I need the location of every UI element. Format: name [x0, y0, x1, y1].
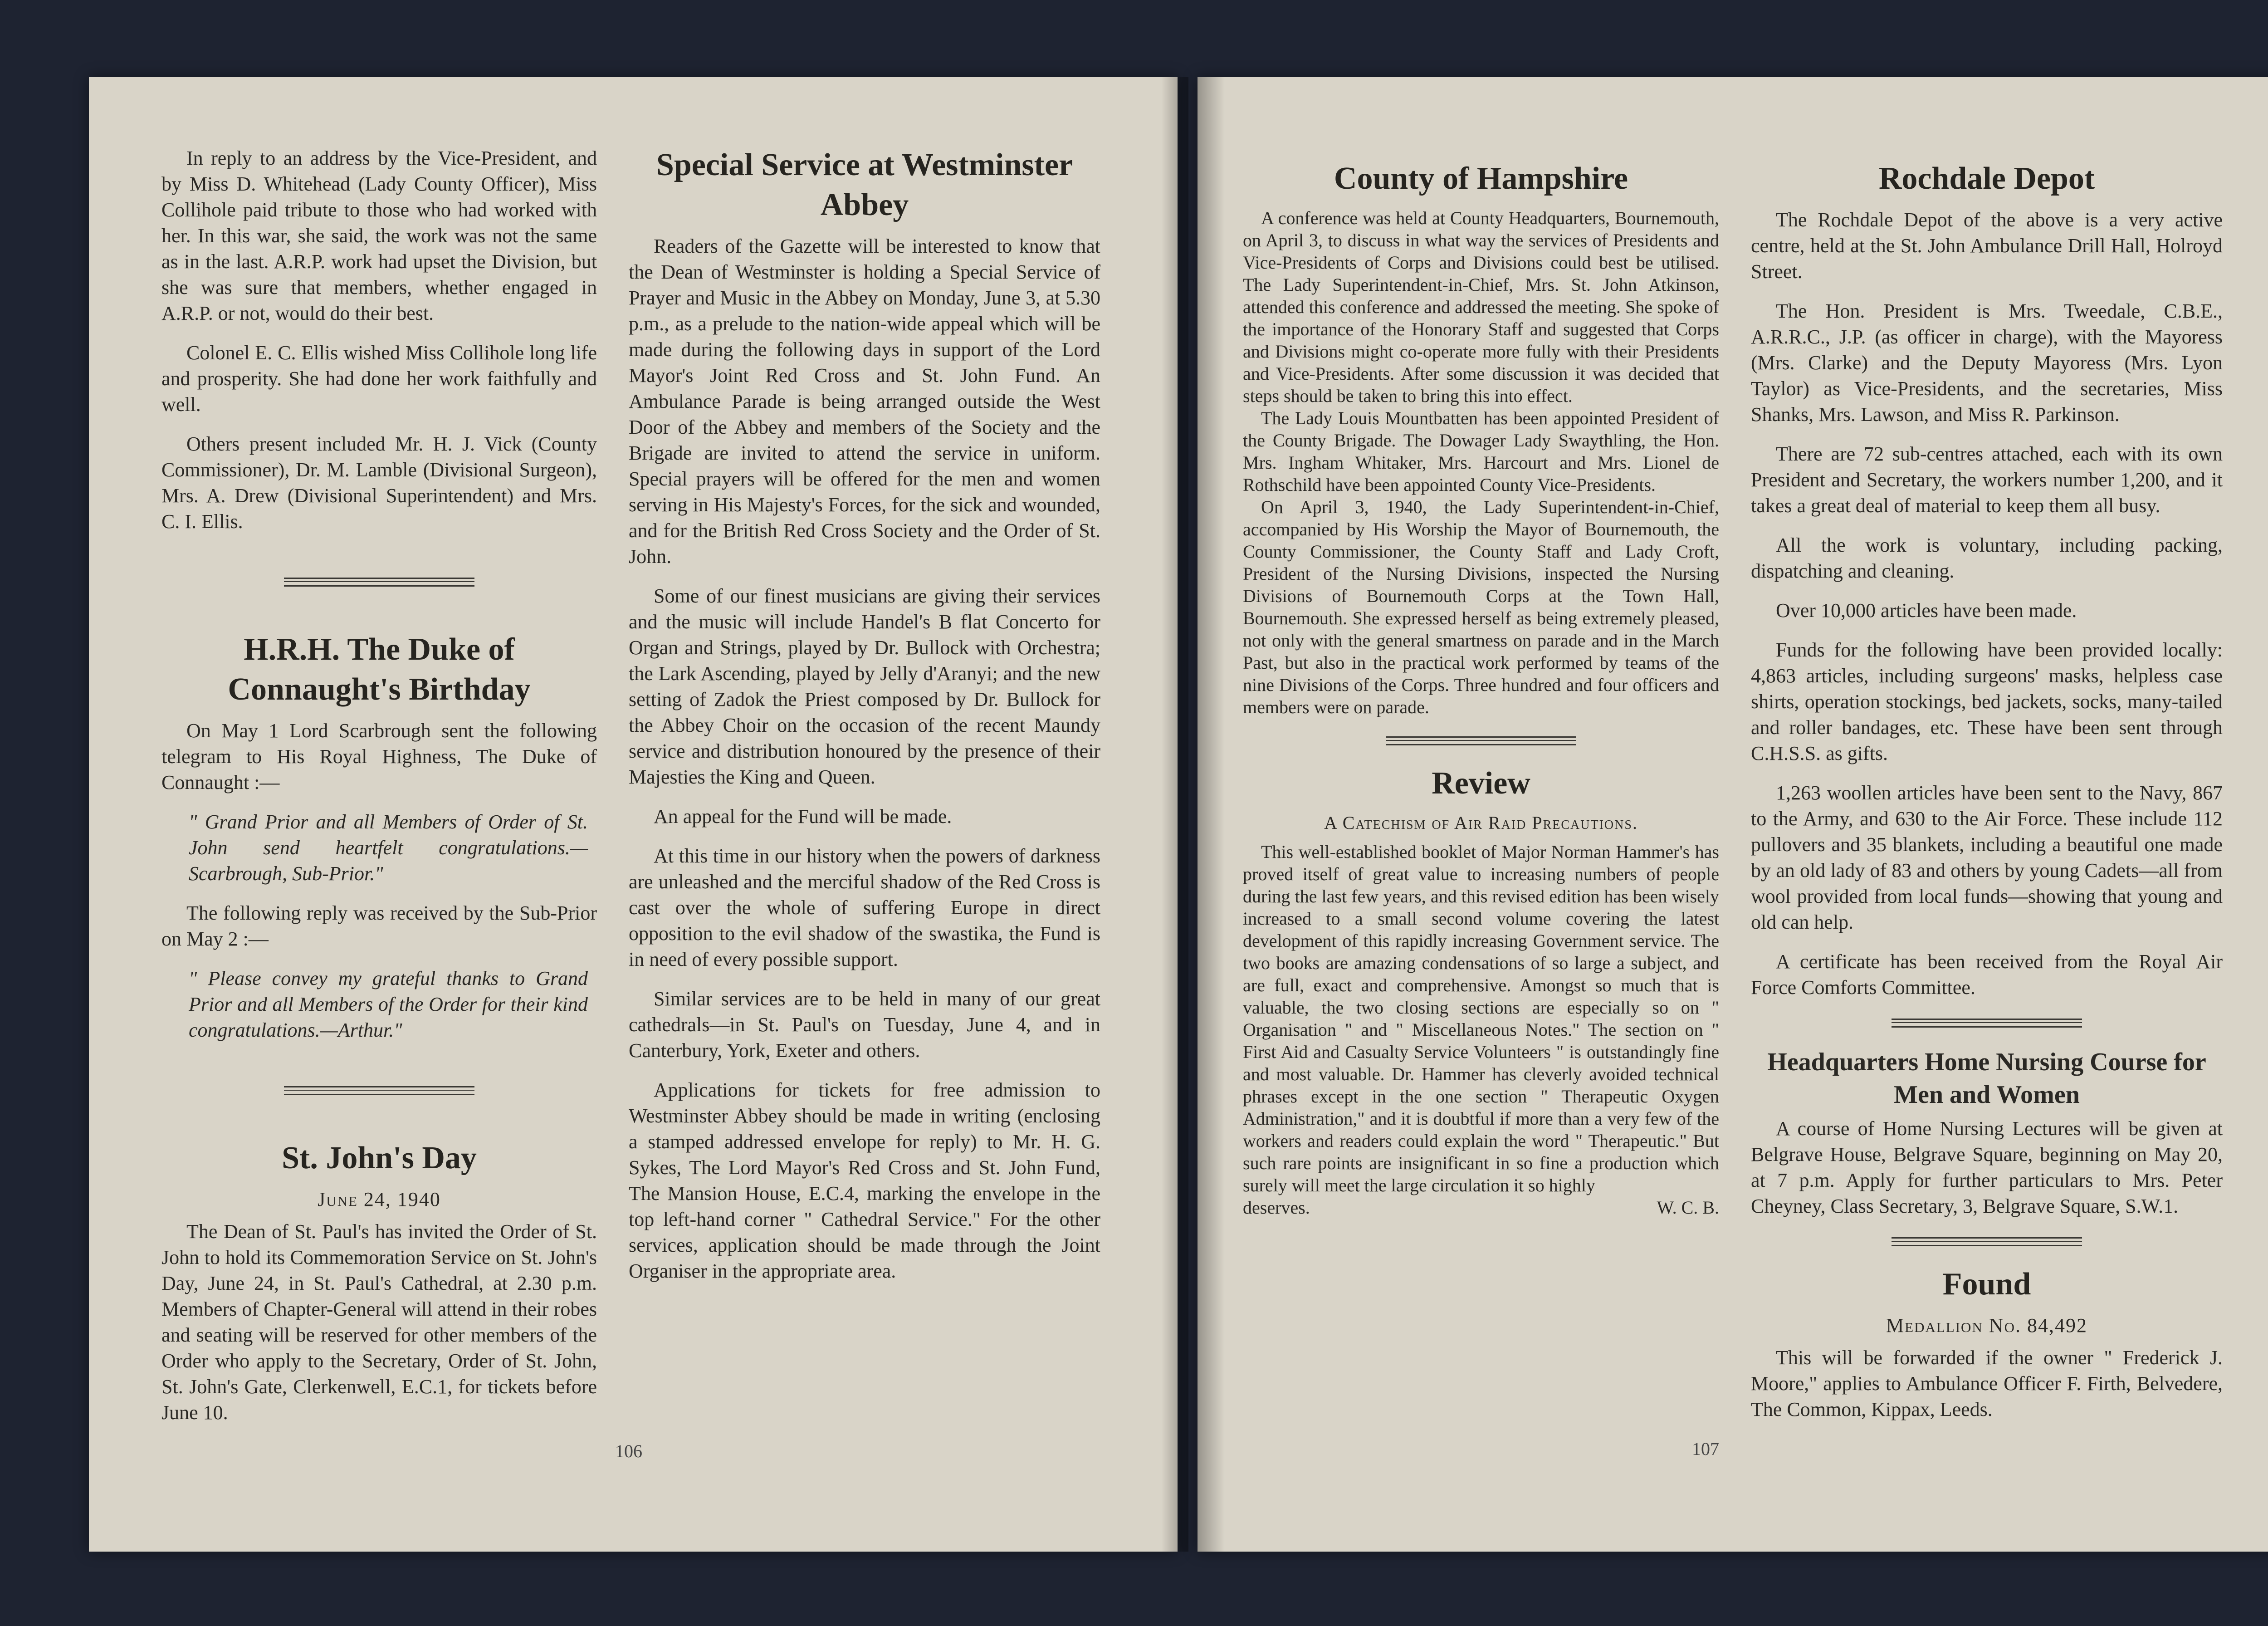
paragraph: The Hon. President is Mrs. Tweedale, C.B.E., A.R.R.C., J.P. (as officer in charge), with the Mayoress (Mrs. Clarke) and the Deputy Mayoress (Mrs. Lyon Taylor) as Vice-Presidents, and the secretaries, Miss Shanks, Mrs. Lawson, and Miss R. Parkinson. [1751, 300, 2223, 426]
paragraph: On April 3, 1940, the Lady Superintendent-in-Chief, accompanied by His Worship the Mayor of Bournemouth, the County Commissioner, the County Staff and Lady Croft, President of the Nursing Divisions, inspected the Nursing Divisions of Bournemouth Corps at the Town Hall, Bournemouth. She expressed herself as being extremely pleased, not only with the general smartness on parade and in the March Past, but also in the practical work performed by teams of the nine Divisions of the Corps. Three hundred and four officers and members were on parade. [1243, 497, 1719, 717]
section-divider [1892, 1019, 2082, 1028]
paragraph: Over 10,000 articles have been made. [1776, 599, 2077, 622]
paragraph: A course of Home Nursing Lectures will be given at Belgrave House, Belgrave Square, beginning on May 20, at 7 p.m. Apply for further particulars to Mrs. Peter Cheyney, Class Secretary, 3, Belgrave Square, S.W.1. [1751, 1117, 2223, 1217]
section-divider [1386, 736, 1576, 745]
section-heading-review: Review [1432, 766, 1530, 801]
found-subtitle: Medallion No. 84,492 [1886, 1314, 2087, 1337]
paragraph: At this time in our history when the powers of darkness are unleashed and the merciful shadow of the Red Cross is cast over the whole of suffering Europe in direct opposition to the evil shadow of the swastika, the Fund is in need of every possible support. [629, 845, 1100, 970]
gutter-shadow-right [1198, 77, 1225, 1552]
section-heading-westminster: Special Service at Westminster Abbey [656, 147, 1073, 222]
paragraph: An appeal for the Fund will be made. [654, 805, 952, 828]
review-signature-line [1243, 1196, 1719, 1219]
paragraph: Applications for tickets for free admission to Westminster Abbey should be made in writing (enclosing a stamped addressed envelope for reply) to Mr. H. G. Sykes, The Lord Mayor's Red Cross and St. John Fund, The Mansion House, E.C.4, marking the envelope in the top left-hand corner " Cathedral Service." For the other services, application should be made through the Joint Organiser in the appropriate area. [629, 1079, 1100, 1282]
paragraph: The Lady Louis Mountbatten has been appointed President of the County Brigade. The Dowager Lady Swaythling, the Hon. Mrs. Ingham Whitaker, Mrs. Harcourt and Mrs. Lionel de Rothschild have been appointed County Vice-Presidents. [1243, 408, 1719, 495]
paragraph: Others present included Mr. H. J. Vick (County Commissioner), Dr. M. Lamble (Divisional Surgeon), Mrs. A. Drew (Divisional Superintendent) and Mrs. C. I. Ellis. [161, 433, 597, 533]
paragraph: 1,263 woollen articles have been sent to the Navy, 867 to the Army, and 630 to the Air Force. These include 112 pullovers and 35 blankets, including a beautiful one made by an old lady of 83 and others by young Cadets—all from wool provided from local funds—showing that young and old can help. [1751, 782, 2223, 933]
section-heading-hampshire: County of Hampshire [1334, 161, 1628, 196]
paragraph: Readers of the Gazette will be interested to know that the Dean of Westminster is holding a Special Service of Prayer and Music in the Abbey on Monday, June 3, at 5.30 p.m., as a prelude to the nation-wide appeal which will be made during the following days in support of the Lord Mayor's Joint Red Cross and St. John Fund. An Ambulance Parade is being arranged outside the West Door of the Abbey and members of the Society and the Brigade are invited to attend the service in uniform. Special prayers will be offered for the men and women serving in His Majesty's Forces, for the sick and wounded, and for the British Red Cross Society and the Order of St. John. [629, 235, 1100, 568]
section-heading-st-johns-day: St. John's Day [282, 1141, 477, 1175]
paragraph: On May 1 Lord Scarbrough sent the following telegram to His Royal Highness, The Duke of Connaught :— [161, 720, 597, 793]
paragraph: There are 72 sub-centres attached, each with its own President and Secretary, the workers number 1,200, and it takes a great deal of material to keep them all busy. [1751, 443, 2223, 517]
review-subtitle: A Catechism of Air Raid Precautions. [1324, 813, 1638, 833]
left-column-right-page [1243, 159, 1719, 1219]
review-last-word: deserves. [1243, 1197, 1310, 1218]
paragraph: The Rochdale Depot of the above is a very active centre, held at the St. John Ambulance Drill Hall, Holroyd Street. [1751, 209, 2223, 283]
paragraph: The following reply was received by the Sub-Prior on May 2 :— [161, 902, 597, 950]
paragraph: Similar services are to be held in many of our great cathedrals—in St. Paul's on Tuesday, June 4, and in Canterbury, York, Exeter and others. [629, 988, 1100, 1062]
section-divider [1892, 1237, 2082, 1246]
page-number: 106 [615, 1441, 642, 1461]
section-heading-rochdale: Rochdale Depot [1878, 161, 2095, 196]
paragraph: A certificate has been received from the Royal Air Force Comforts Committee. [1751, 950, 2223, 999]
section-divider [284, 578, 474, 587]
quotation: " Please convey my grateful thanks to Grand Prior and all Members of the Order for their kind congratulations.—Arthur." [189, 967, 588, 1041]
paragraph: In reply to an address by the Vice-President, and by Miss D. Whitehead (Lady County Officer), Miss Collihole paid tribute to those who had worked with her. In this war, she said, the work was not the same as in the last. A.R.P. work had upset the Division, but she was sure that members, whether engaged in A.R.P. or not, would do their best. [161, 147, 597, 324]
section-heading-found: Found [1942, 1267, 2031, 1302]
section-heading-connaught: H.R.H. The Duke of Connaught's Birthday [228, 632, 531, 707]
paragraph: All the work is voluntary, including packing, dispatching and cleaning. [1751, 534, 2223, 582]
paragraph: Some of our finest musicians are giving their services and the music will include Handel's B flat Concerto for Organ and Strings, played by Dr. Bullock with Orchestra; the Lark Ascending, played by Jelly d'Aranyi; and the new setting of Zadok the Priest composed by Dr. Bullock for the Abbey Choir on the occasion of the recent Maundy service and distribution honoured by the presence of their Majesties the King and Queen. [629, 585, 1100, 788]
page-number: 107 [1692, 1439, 1719, 1459]
paragraph: The Dean of St. Paul's has invited the Order of St. John to hold its Commemoration Service on St. John's Day, June 24, in St. Paul's Cathedral, at 2.30 p.m. Members of Chapter-General will attend in their robes and seating will be reserved for other members of the Order who apply to the Secretary, Order of St. John, St. John's Gate, Clerkenwell, E.C.1, for tickets before June 10. [161, 1220, 597, 1424]
gutter-shadow-left [1161, 77, 1188, 1552]
right-page [1198, 77, 2268, 1552]
paragraph: Colonel E. C. Ellis wished Miss Collihole long life and prosperity. She had done her work faithfully and well. [161, 342, 597, 416]
review-body: This well-established booklet of Major Norman Hammer's has proved itself of great value to increasing numbers of people during the last few years, and this revised edition has been wisely increased to a small second volume covering the latest development of this rapidly increasing Government service. The two books are amazing condensations of so large a subject, and are full, exact and comprehensive. Amongst so much that is valuable, the two closing sections are especially so on " Organisation " and " Miscellaneous Notes." The section on " First Aid and Casualty Service Volunteers " is outstandingly fine and most valuable. Dr. Hammer has cleverly avoided technical phrases except in the one section " Therapeutic Oxygen Administration," and it is doubtful if more than a very few of the workers and readers could explain the word " Therapeutic." But such rare points are insignificant in so fine a production which surely will meet the large circulation it so highly [1243, 842, 1719, 1195]
section-divider [284, 1086, 474, 1095]
section-date: June 24, 1940 [318, 1188, 441, 1210]
section-heading-home-nursing: Headquarters Home Nursing Course for Men and Women [1767, 1048, 2206, 1109]
paragraph: This will be forwarded if the owner " Frederick J. Moore," applies to Ambulance Officer F. Firth, Belvedere, The Common, Kippax, Leeds. [1751, 1347, 2223, 1420]
left-column [161, 145, 597, 1439]
paragraph: A conference was held at County Headquarters, Bournemouth, on April 3, to discuss in what way the services of Presidents and Vice-Presidents of Corps and Divisions could best be utilised. The Lady Superintendent-in-Chief, Mrs. St. John Atkinson, attended this conference and addressed the meeting. She spoke of the importance of the Honorary Staff and suggested that Corps and Divisions might co-operate more fully with their Presidents and Vice-Presidents. After some discussion it was decided that steps should be taken to bring this into effect. [1243, 208, 1719, 406]
right-column-left-page [629, 145, 1100, 1298]
left-page [89, 77, 1178, 1552]
quotation: " Grand Prior and all Members of Order of St. John send heartfelt congratulations.—Scarbrough, Sub-Prior." [189, 811, 588, 885]
review-initials: W. C. B. [1657, 1197, 1719, 1218]
right-column [1751, 159, 2223, 1436]
paragraph: Funds for the following have been provided locally: 4,863 articles, including surgeons' masks, helpless case shirts, operation stockings, bed jackets, socks, many-tailed and roller bandages, etc. These have been sent through C.H.S.S. as gifts. [1751, 639, 2223, 764]
